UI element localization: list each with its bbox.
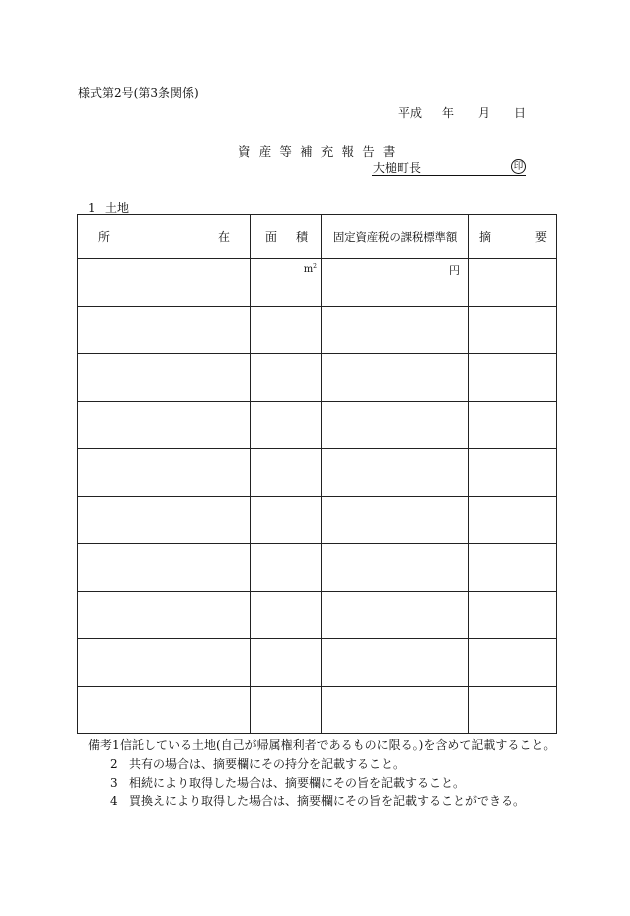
tax-base-cell[interactable] — [322, 686, 469, 734]
location-cell[interactable] — [78, 259, 251, 307]
table-row — [78, 449, 557, 497]
location-cell[interactable] — [78, 354, 251, 402]
tax-base-cell[interactable] — [322, 449, 469, 497]
area-cell[interactable] — [251, 591, 322, 639]
summary-cell[interactable] — [469, 354, 557, 402]
table-row — [78, 401, 557, 449]
table-row — [78, 544, 557, 592]
date-day: 日 — [514, 106, 527, 120]
table-header-row — [78, 215, 557, 259]
table-row — [78, 354, 557, 402]
land-table — [77, 214, 557, 734]
summary-cell[interactable] — [469, 544, 557, 592]
summary-cell[interactable] — [469, 449, 557, 497]
notes — [88, 737, 558, 810]
tax-base-cell[interactable] — [322, 496, 469, 544]
seal-icon: 印 — [511, 159, 526, 174]
form-number: 様式第2号(第3条関係) — [78, 86, 199, 100]
tax-base-cell[interactable] — [322, 306, 469, 354]
header-location: 所 在 — [78, 215, 251, 259]
section-title: 土地 — [105, 201, 130, 215]
section-number: 1 — [88, 201, 96, 215]
location-cell[interactable] — [78, 401, 251, 449]
area-cell[interactable] — [251, 686, 322, 734]
summary-cell[interactable] — [469, 401, 557, 449]
location-cell[interactable] — [78, 591, 251, 639]
location-cell[interactable] — [78, 306, 251, 354]
note-2: 2 共有の場合は、摘要欄にその持分を記載すること。 — [110, 756, 406, 771]
note-1: 備考1 信託している土地(自己が帰属権利者であるものに限る。)を含めて記載すること。 — [88, 738, 556, 752]
area-cell[interactable] — [251, 544, 322, 592]
tax-base-cell[interactable] — [322, 639, 469, 687]
date-month: 月 — [478, 106, 491, 120]
note-4: 4 買換えにより取得した場合は、摘要欄にその旨を記載することができる。 — [110, 794, 526, 809]
location-cell[interactable] — [78, 686, 251, 734]
area-cell[interactable] — [251, 401, 322, 449]
table-row — [78, 591, 557, 639]
area-unit: $m^2$ — [303, 263, 317, 275]
tax-base-cell[interactable] — [322, 401, 469, 449]
header-tax-base: 固定資産税の課税標準額 — [322, 215, 469, 259]
tax-base-cell[interactable] — [322, 591, 469, 639]
document-title: 資産等補充報告書 — [238, 144, 404, 159]
area-cell[interactable] — [251, 259, 322, 307]
date-era: 平成 — [398, 106, 423, 120]
table-row — [78, 259, 557, 307]
summary-cell[interactable] — [469, 639, 557, 687]
summary-cell[interactable] — [469, 496, 557, 544]
addressee-line — [372, 158, 526, 176]
date-year: 年 — [442, 106, 455, 120]
location-cell[interactable] — [78, 449, 251, 497]
table-row — [78, 639, 557, 687]
date-line — [398, 104, 526, 121]
note-3: 3 相続により取得した場合は、摘要欄にその旨を記載すること。 — [110, 775, 466, 790]
area-cell[interactable] — [251, 449, 322, 497]
tax-base-cell[interactable] — [322, 259, 469, 307]
table-row — [78, 686, 557, 734]
tax-base-cell[interactable] — [322, 354, 469, 402]
tax-base-cell[interactable] — [322, 544, 469, 592]
table-row — [78, 496, 557, 544]
table-row — [78, 306, 557, 354]
area-cell[interactable] — [251, 354, 322, 402]
location-cell[interactable] — [78, 496, 251, 544]
yen-unit: 円 — [449, 264, 460, 277]
summary-cell[interactable] — [469, 306, 557, 354]
area-cell[interactable] — [251, 496, 322, 544]
summary-cell[interactable] — [469, 686, 557, 734]
location-cell[interactable] — [78, 544, 251, 592]
summary-cell[interactable] — [469, 259, 557, 307]
addressee-name: 大槌町長 — [373, 161, 422, 175]
summary-cell[interactable] — [469, 591, 557, 639]
area-cell[interactable] — [251, 639, 322, 687]
area-cell[interactable] — [251, 306, 322, 354]
header-summary: 摘 要 — [469, 215, 557, 259]
header-area: 面 積 — [251, 215, 322, 259]
location-cell[interactable] — [78, 639, 251, 687]
